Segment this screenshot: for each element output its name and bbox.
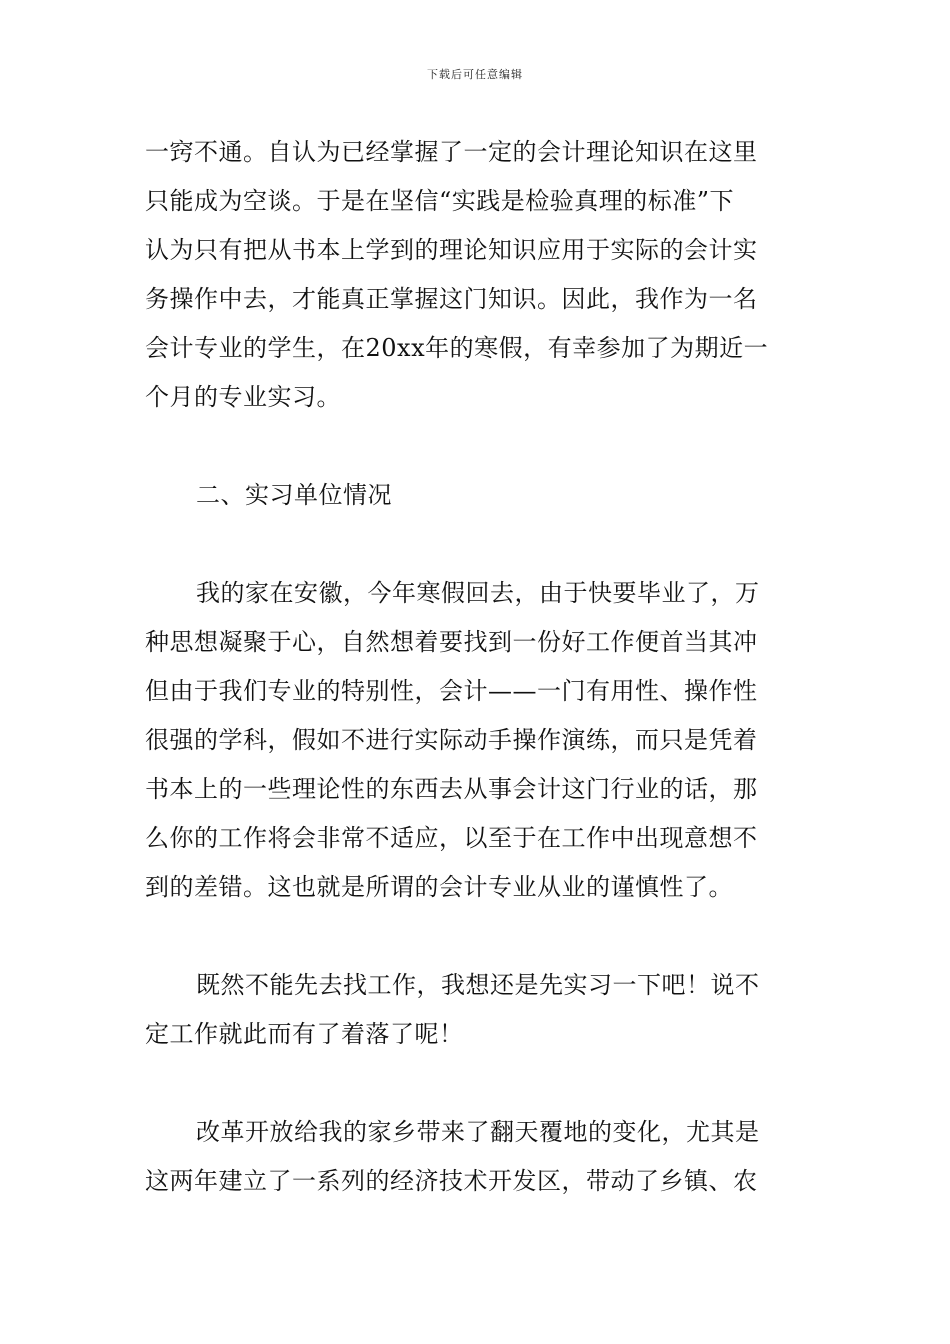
paragraph-gap <box>145 1059 809 1108</box>
text-line: 既然不能先去找工作，我想还是先实习一下吧！说不 <box>196 971 760 999</box>
paragraph-gap <box>145 520 809 569</box>
text-line: 认为只有把从书本上学到的理论知识应用于实际的会计实 <box>145 236 758 264</box>
paragraph-home-situation <box>145 569 809 912</box>
paragraph-gap <box>145 422 809 471</box>
text-line: 个月的专业实习。 <box>145 383 341 411</box>
document-body <box>145 128 809 1206</box>
text-line: 只能成为空谈。于是在坚信“实践是检验真理的标准”下 <box>145 187 735 215</box>
text-line: 书本上的一些理论性的东西去从事会计这门行业的话，那 <box>145 775 758 803</box>
text-line: 么你的工作将会非常不适应，以至于在工作中出现意想不 <box>145 824 758 852</box>
paragraph-reform <box>145 1108 809 1206</box>
text-line: 种思想凝聚于心，自然想着要找到一份好工作便首当其冲 <box>145 628 758 656</box>
paragraph-gap <box>145 912 809 961</box>
section-heading <box>145 471 809 520</box>
text-line: 务操作中去，才能真正掌握这门知识。因此，我作为一名 <box>145 285 758 313</box>
page-header: 下载后可任意编辑 <box>427 68 523 81</box>
text-line: 到的差错。这也就是所谓的会计专业从业的谨慎性了。 <box>145 873 733 901</box>
text-line: 定工作就此而有了着落了呢！ <box>145 1020 464 1048</box>
text-line: 改革开放给我的家乡带来了翻天覆地的变化，尤其是 <box>196 1118 760 1146</box>
text-line: 这两年建立了一系列的经济技术开发区，带动了乡镇、农 <box>145 1167 758 1195</box>
paragraph-internship-decision <box>145 961 809 1059</box>
text-line: 我的家在安徽，今年寒假回去，由于快要毕业了，万 <box>196 579 760 607</box>
text-line: 但由于我们专业的特别性，会计——一门有用性、操作性 <box>145 677 758 705</box>
text-line: 很强的学科，假如不进行实际动手操作演练，而只是凭着 <box>145 726 758 754</box>
text-line: 会计专业的学生，在20xx年的寒假，有幸参加了为期近一 <box>145 334 769 362</box>
text-line: 一窍不通。自认为已经掌握了一定的会计理论知识在这里 <box>145 138 758 166</box>
section-heading-text: 二、实习单位情况 <box>196 481 392 509</box>
paragraph-intro-continuation <box>145 128 809 422</box>
